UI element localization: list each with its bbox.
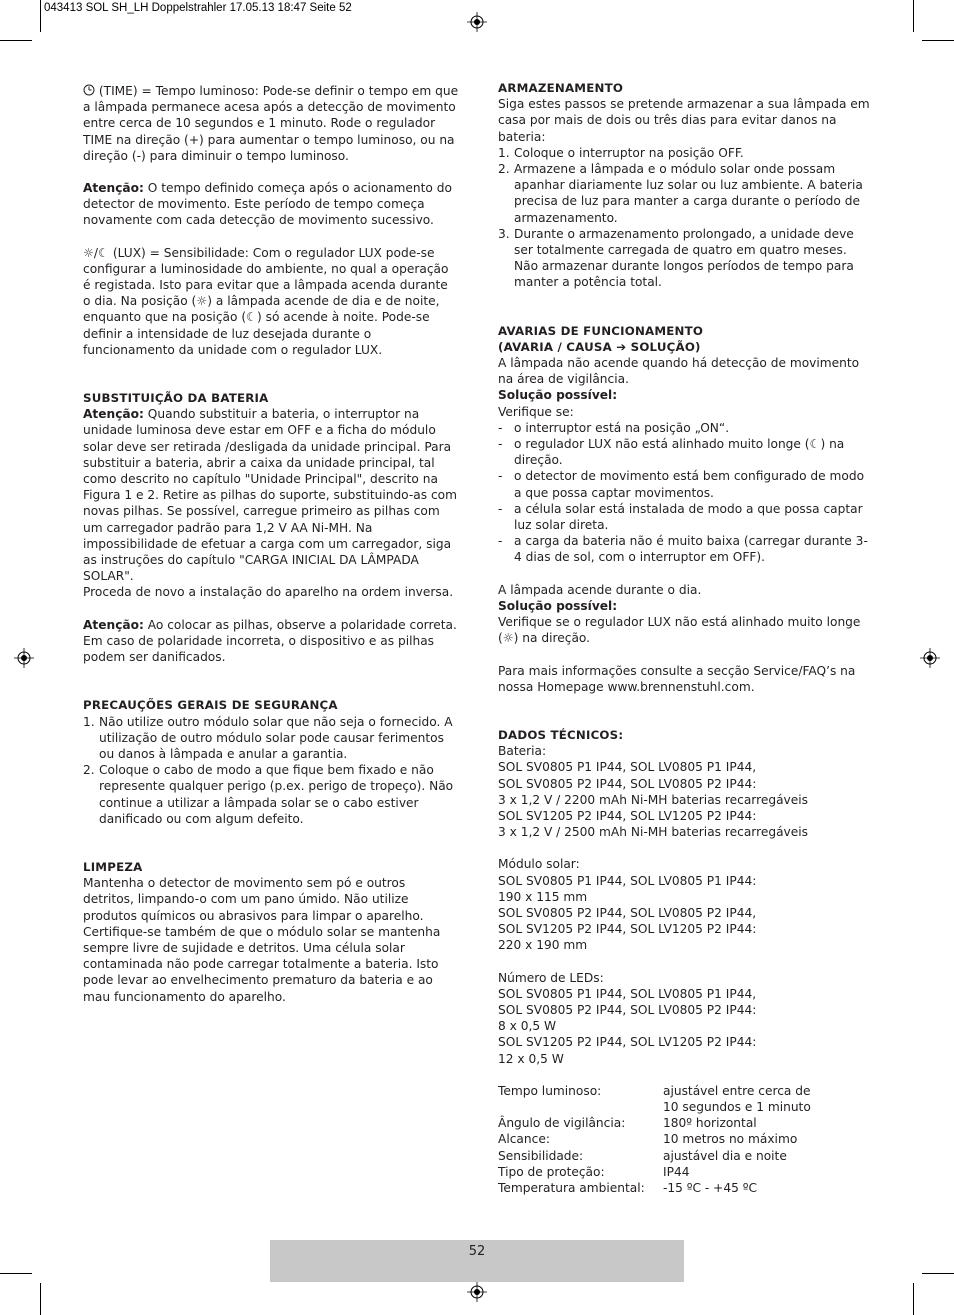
page-number: 52 <box>468 1244 486 1259</box>
list-item: 2. Armazene a lâmpada e o módulo solar onde possam apanhar diariamente luz solar ou luz ambiente. A bateria precisa de luz para manter a carga durante o período de armazenamento. <box>498 162 863 225</box>
registration-mark-icon <box>920 648 940 668</box>
spec-value: -15 ºC - +45 ºC <box>663 1180 758 1195</box>
list-item: - o interruptor está na posição „ON“. <box>498 420 730 435</box>
attention-label: Atenção: <box>83 407 144 422</box>
solution-label: Solução possível: <box>498 598 618 613</box>
list-item: - a célula solar está instalada de modo a que possa captar luz solar direta. <box>498 501 863 533</box>
tech-heading: DADOS TÉCNICOS: <box>498 727 624 742</box>
spec-value: IP44 <box>663 1164 690 1179</box>
list-item: 3. Durante o armazenamento prolongado, a unidade deve ser totalmente carregada de quatro em quatro meses. Não armazenar durante longos períodos de tempo para manter a potência total. <box>498 226 854 290</box>
list-item: - o detector de movimento está bem configurado de modo a que possa captar movimentos. <box>498 469 865 500</box>
battery-text: Quando substituir a bateria, o interruptor na unidade luminosa deve estar em OFF e a ficha do módulo solar deve ser retirada /desligada da unidade principal. Para substituir a bateria, abrir a caixa da unidade principal, tal como descrito no capítulo "Unidade Principal", descrito na Figura 1 e 2. Retire as pilhas do suporte, substituindo-as com novas pilhas. Se possível, carregue primeiro as pilhas com um carregador padrão para 1,2 V AA Ni-MH. Na impossibilidade de efetuar a carga com um carregador, siga as instruções do capítulo "CARGA INICIAL DA LÂMPADA SOLAR". <box>83 407 457 584</box>
registration-mark-icon <box>467 1282 487 1302</box>
storage-intro: Siga estes passos se pretende armazenar a sua lâmpada em casa por mais de dois ou três dias para evitar danos na bateria: <box>498 97 870 144</box>
tech-solar-module: Módulo solar: SOL SV0805 P1 IP44, SOL LV0805 P1 IP44: 190 x 115 mm SOL SV0805 P2 IP44, SOL LV0805 P2 IP44, SOL SV1205 P2 IP44, SOL LV1205 P2 IP44: 220 x 190 mm <box>498 857 757 953</box>
registration-mark-icon <box>467 12 487 32</box>
polarity-text: Ao colocar as pilhas, observe a polaridade correta. Em caso de polaridade incorreta, o dispositivo e as pilhas podem ser danificados. <box>83 617 457 665</box>
spec-value: 10 metros no máximo <box>663 1132 798 1147</box>
check-label: Verifique se: <box>498 404 574 419</box>
battery-heading: SUBSTITUIÇÃO DA BATERIA <box>83 391 269 406</box>
spec-key: Alcance: <box>498 1132 550 1147</box>
crop-mark <box>40 0 41 32</box>
battery-paragraph <box>83 406 459 584</box>
attention-label: Atenção: <box>83 617 144 632</box>
tech-battery: Bateria: SOL SV0805 P1 IP44, SOL LV0805 P1 IP44, SOL SV0805 P2 IP44, SOL LV0805 P2 IP44: 3 x 1,2 V / 2200 mAh Ni-MH baterias recarregáveis SOL SV1205 P2 IP44, SOL LV1205 P2 IP44: 3 x 1,2 V / 2500 mAh Ni-MH baterias recarregáveis <box>498 744 808 840</box>
spec-table <box>498 1083 874 1196</box>
attention-text: O tempo definido começa após o acionamento do detector de movimento. Este período de tempo começa novamente com cada detecção de movimento sucessivo. <box>83 181 452 228</box>
left-column <box>83 83 459 1005</box>
list-item: 1. Coloque o interruptor na posição OFF. <box>498 145 744 160</box>
lux-text: (LUX) = Sensibilidade: Com o regulador LUX pode-se configurar a luminosidade do ambiente, no qual a operação é registada. Isto para evitar que a lâmpada acenda durante o dia. Na posição (☼) a lâmpada acende de dia e de noite, enquanto que na posição (☾) só acende à noite. Pode-se definir a intensidade de luz desejada durante o funcionamento da unidade com o regulador LUX. <box>83 245 449 357</box>
crop-mark <box>922 40 954 41</box>
crop-mark <box>0 40 32 41</box>
clock-icon <box>83 84 95 96</box>
crop-mark <box>913 1283 914 1315</box>
storage-heading: ARMAZENAMENTO <box>498 81 624 95</box>
safety-heading: PRECAUÇÕES GERAIS DE SEGURANÇA <box>83 698 338 713</box>
spec-key: Temperatura ambiental: <box>498 1180 645 1195</box>
spec-key: Tipo de proteção: <box>498 1164 605 1179</box>
safety-list <box>83 714 459 827</box>
print-slug: 043413 SOL SH_LH Doppelstrahler 17.05.13 18:47 Seite 52 <box>44 2 352 14</box>
right-column <box>498 80 874 1196</box>
check-list <box>498 420 874 566</box>
attention-note <box>83 180 459 229</box>
list-item: - a carga da bateria não é muito baixa (carregar durante 3-4 dias de sol, com o interruptor em OFF). <box>498 534 868 565</box>
cleaning-heading: LIMPEZA <box>83 859 143 874</box>
time-text: (TIME) = Tempo luminoso: Pode-se definir o tempo em que a lâmpada permanece acesa após a detecção de movimento entre cerca de 10 segundos e 1 minuto. Rode o regulador TIME na direção (+) para aumentar o tempo luminoso, ou na direção (-) para diminuir o tempo luminoso. <box>83 84 459 163</box>
spec-value: 180º horizontal <box>663 1116 757 1131</box>
storage-list <box>498 145 874 291</box>
reinstall-text: Proceda de novo a instalação do aparelho na ordem inversa. <box>83 585 454 600</box>
faults-subheading: (AVARIA / CAUSA ➔ SOLUÇÃO) <box>498 339 701 354</box>
fault-description: A lâmpada não acende quando há detecção de movimento na área de vigilância. <box>498 356 860 387</box>
list-item: 2. Coloque o cabo de modo a que fique bem fixado e não represente qualquer perigo (p.ex. perigo de tropeço). Não continue a utilizar a lâmpada solar se o cabo estiver danificado ou com algum defeito. <box>83 763 454 826</box>
solution-label: Solução possível: <box>498 388 618 403</box>
spec-value: ajustável dia e noite <box>663 1148 787 1163</box>
footer-bar <box>270 1240 684 1282</box>
spec-key: Tempo luminoso: <box>498 1083 602 1098</box>
fault-description: A lâmpada acende durante o dia. <box>498 582 702 597</box>
registration-mark-icon <box>14 648 34 668</box>
list-item: - o regulador LUX não está alinhado muito longe (☾) na direção. <box>498 437 845 468</box>
fault-solution: Verifique se o regulador LUX não está alinhado muito longe (☼) na direção. <box>498 615 861 646</box>
attention-label: Atenção: <box>83 181 144 196</box>
crop-mark <box>922 1273 954 1274</box>
crop-mark <box>0 1273 32 1274</box>
more-info: Para mais informações consulte a secção Service/FAQ’s na nossa Homepage www.brennenstuhl.com. <box>498 663 856 694</box>
crop-mark <box>913 0 914 32</box>
faults-heading: AVARIAS DE FUNCIONAMENTO <box>498 323 704 338</box>
sun-moon-icon: ☼/☾ <box>83 245 109 260</box>
cleaning-text: Mantenha o detector de movimento sem pó e outros detritos, limpando-o com um pano úmido. Não utilize produtos químicos ou abrasivos para limpar o aparelho. Certifique-se também de que o módulo solar se mantenha sempre livre de sujidade e detritos. Uma célula solar contaminada não pode carregar totalmente a bateria. Isto pode levar ao envelhecimento prematuro da bateria e ao mau funcionamento do aparelho. <box>83 876 441 1004</box>
list-item: 1. Não utilize outro módulo solar que não seja o fornecido. A utilização de outro módulo solar pode causar ferimentos ou danos à lâmpada e anular a garantia. <box>83 714 453 761</box>
spec-key: Sensibilidade: <box>498 1148 584 1163</box>
spec-key: Ângulo de vigilância: <box>498 1116 626 1131</box>
crop-mark <box>40 1283 41 1315</box>
polarity-note <box>83 617 459 666</box>
spec-value: ajustável entre cerca de 10 segundos e 1 minuto <box>663 1083 811 1114</box>
tech-leds: Número de LEDs: SOL SV0805 P1 IP44, SOL LV0805 P1 IP44, SOL SV0805 P2 IP44, SOL LV0805 P2 IP44: 8 x 0,5 W SOL SV1205 P2 IP44, SOL LV1205 P2 IP44: 12 x 0,5 W <box>498 970 757 1066</box>
time-paragraph <box>83 83 459 164</box>
lux-paragraph <box>83 245 459 358</box>
